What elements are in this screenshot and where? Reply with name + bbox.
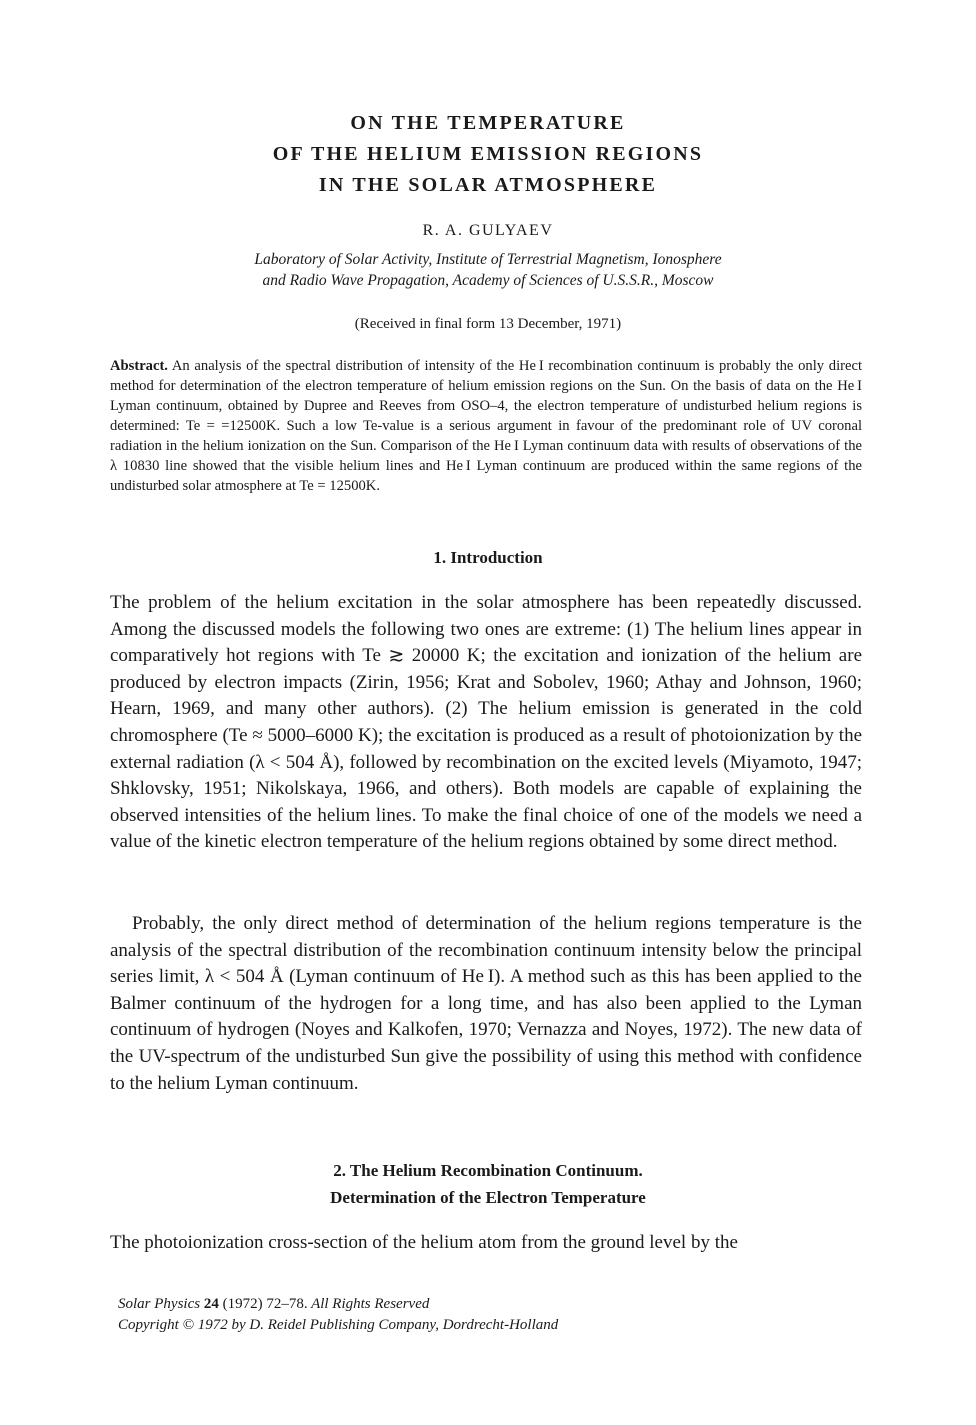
journal-volume: 24 — [203, 1296, 219, 1312]
abstract-text: An analysis of the spectral distribution of intensity of the He I recombination continuum is probably the only direct method for determination of the electron temperature of helium emission regions on the Sun. On the basis of data on the He I Lyman continuum, obtained by Dupree and Reeves from OSO–4, the electron temperature of undisturbed helium regions is determined: Te = =12500K. Such a low Te-value is a serious argument in favour of the predominant role of UV coronal radiation in the helium ionization on the Sun. Comparison of the He I Lyman continuum data with results of observations of the λ 10830 line showed that the visible helium lines and He I Lyman continuum are produced within the same regions of the undisturbed solar atmosphere at Te = 12500K. — [110, 358, 862, 494]
affiliation — [0, 249, 976, 291]
section-1-paragraph-2: Probably, the only direct method of determination of the helium regions temperature is the analysis of the spectral distribution of the recombination continuum intensity below the principal series limit, λ < 504 Å (Lyman continuum of He I). A method such as this has been applied to the Balmer continuum of the hydrogen for a long time, and has also been applied to the Lyman continuum of hydrogen (Noyes and Kalkofen, 1970; Vernazza and Noyes, 1972). The new data of the UV-spectrum of the undisturbed Sun give the possibility of using this method with confidence to the helium Lyman continuum. — [110, 913, 862, 1094]
copyright-line: Copyright © 1972 by D. Reidel Publishing Company, Dordrecht-Holland — [118, 1317, 559, 1333]
abstract — [110, 356, 862, 496]
journal-name: Solar Physics — [118, 1296, 201, 1312]
affiliation-line-2: and Radio Wave Propagation, Academy of Sciences of U.S.S.R., Moscow — [262, 272, 714, 289]
received-date: (Received in final form 13 December, 1971) — [354, 316, 622, 332]
affiliation-line-1: Laboratory of Solar Activity, Institute of Terrestrial Magnetism, Ionosphere — [254, 251, 722, 268]
section-2-heading-line-2: Determination of the Electron Temperature — [330, 1188, 646, 1207]
citation-line — [118, 1294, 558, 1315]
author-name: R. A. GULYAEV — [422, 222, 554, 239]
section-2-paragraph-1: The photoionization cross-section of the helium atom from the ground level by the — [110, 1232, 738, 1253]
journal-year-pages: (1972) 72–78. — [222, 1296, 308, 1312]
footer-citation — [118, 1294, 558, 1336]
section-2-heading-line-1: 2. The Helium Recombination Continuum. — [333, 1161, 643, 1180]
title-line-3: IN THE SOLAR ATMOSPHERE — [318, 174, 658, 196]
section-2-heading — [0, 1157, 976, 1211]
abstract-label: Abstract. — [110, 358, 168, 374]
title-line-1: ON THE TEMPERATURE — [350, 112, 626, 134]
paper-title — [0, 108, 976, 201]
title-line-2: OF THE HELIUM EMISSION REGIONS — [272, 143, 704, 165]
section-1-paragraph-1: The problem of the helium excitation in the solar atmosphere has been repeatedly discussed. Among the discussed models the following two ones are extreme: (1) The helium lines appear in comparatively hot regions with Te ≳ 20000 K; the excitation and ionization of the helium are produced by electron impacts (Zirin, 1956; Krat and Sobolev, 1960; Athay and Johnson, 1960; Hearn, 1969, and many other authors). (2) The helium emission is generated in the cold chromosphere (Te ≈ 5000–6000 K); the excitation is produced as a result of photoionization by the external radiation (λ < 504 Å), followed by recombination on the excited levels (Miyamoto, 1947; Shklovsky, 1951; Nikolskaya, 1966, and others). Both models are capable of explaining the observed intensities of the helium lines. To make the final choice of one of the models we need a value of the kinetic electron temperature of the helium regions obtained by some direct method. — [110, 592, 862, 853]
rights-statement: All Rights Reserved — [311, 1296, 430, 1312]
section-1-heading: 1. Introduction — [433, 548, 543, 567]
